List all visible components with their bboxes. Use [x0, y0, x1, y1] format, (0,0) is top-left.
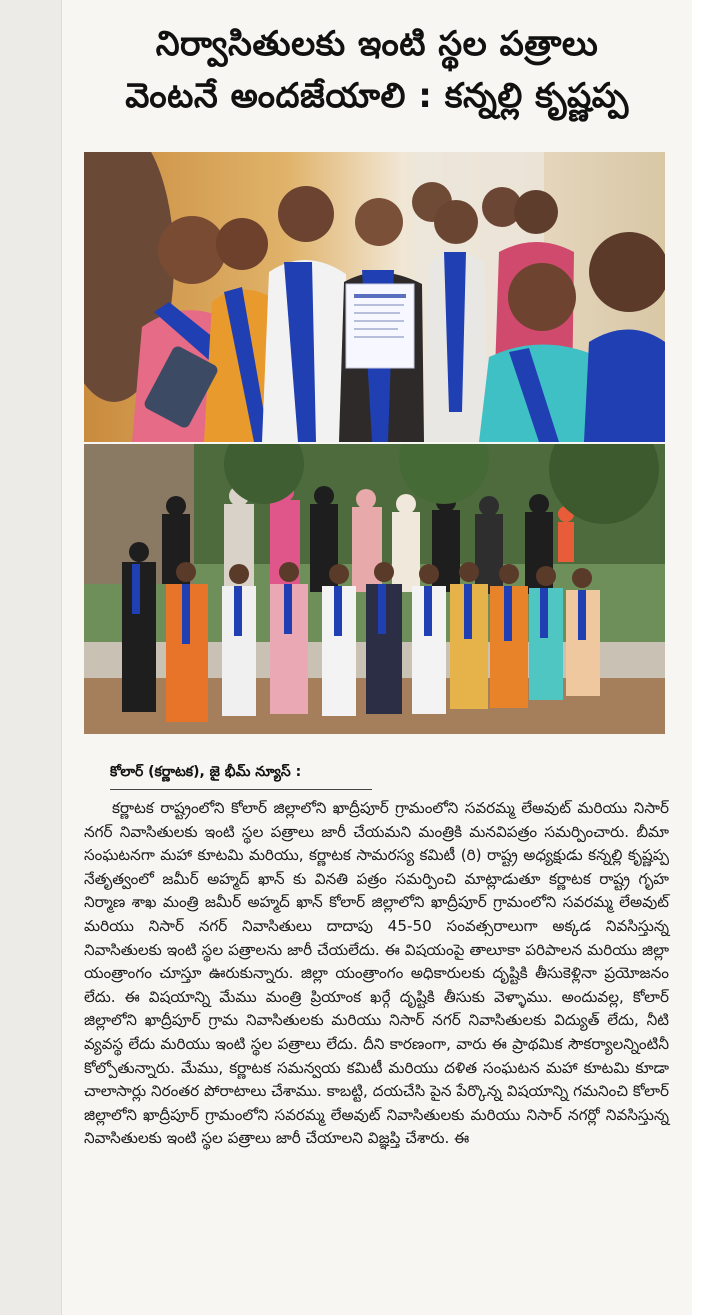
headline — [62, 18, 692, 122]
dateline: కోలార్ (కర్ణాటక), జై భీమ్ న్యూస్ : — [110, 764, 302, 780]
photo-group — [84, 444, 665, 734]
dateline-underline — [110, 789, 372, 790]
page-margin — [692, 0, 725, 1315]
article-body: కర్ణాటక రాష్ట్రంలోని కోలార్ జిల్లాలోని ఖాద్రీపూర్ గ్రామంలోని సవరమ్మ లేఅవుట్ మరియు నిసార్ నగర్ నివాసితులకు ఇంటి స్థల పత్రాలు జారీ చేయమని మంత్రికి మనవిపత్రం సమర్పించారు. బీమా సంఘటనగా మహా కూటమి మరియు, కర్ణాటక సామరస్య కమిటీ (రి) రాష్ట్ర అధ్యక్షుడు కన్నల్లి కృష్ణప్ప నేతృత్వంలో జమీర్ అహ్మద్ ఖాన్ కు వినతి పత్రం సమర్పించి మాట్లాడుతూ కర్ణాటక రాష్ట్ర గృహ నిర్మాణ శాఖ మంత్రి జమీర్ అహ్మద్ ఖాన్ కోలార్ జిల్లాలోని ఖాద్రీపూర్ గ్రామంలోని సవరమ్మ లేఅవుట్ మరియు నిసార్ నగర్ నివాసితులు దాదాపు 45-50 సంవత్సరాలుగా అక్కడ నివసిస్తున్న నివాసితులకు ఇంటి స్థల పత్రాలను జారీ చేయలేదు. ఈ విషయంపై తాలూకా పరిపాలన మరియు జిల్లా యంత్రాంగం చూస్తూ ఊరుకున్నారు. జిల్లా యంత్రాంగం అధికారులకు దృష్టికి తీసుకెళ్లినా ప్రయోజనం లేదు. ఈ విషయాన్ని మేము మంత్రి ప్రియాంక ఖర్గే దృష్టికి తీసుకు వెళ్ళాము. అందువల్ల, కోలార్ జిల్లాలోని ఖాద్రీపూర్ గ్రామ నివాసితులకు మరియు నిసార్ నగర్ నివాసితులకు విద్యుత్ లేదు, నీటి వ్యవస్థ లేదు మరియు ఇంటి స్థల పత్రాలు లేదు. దీని కారణంగా, వారు ఈ ప్రాథమిక సౌకర్యాలన్నింటినీ కోల్పోతున్నారు. మేము, కర్ణాటక సమన్వయ కమిటీ మరియు దళిత సంఘటన మహా కూటమి కూడా చాలాసార్లు నిరంతర పోరాటాలు చేశాము. కాబట్టి, దయచేసి పైన పేర్కొన్న విషయాన్ని గమనించి కోలార్ జిల్లాలోని ఖాద్రీపూర్ గ్రామంలోని సవరమ్మ లేఅవుట్ నివాసితులకు మరియు నిసార్ నగర్లో నివసిస్తున్న నివాసితులకు ఇంటి స్థల పత్రాలు జారీ చేయాలని విజ్ఞప్తి చేశారు. ఈ — [84, 799, 669, 1148]
photo-memorandum-handover — [84, 152, 665, 442]
headline-line-2: వెంటనే అందజేయాలి : కన్నల్లి కృష్ణప్ప — [125, 76, 629, 116]
headline-line-1: నిర్వాసితులకు ఇంటి స్థల పత్రాలు — [155, 24, 599, 64]
